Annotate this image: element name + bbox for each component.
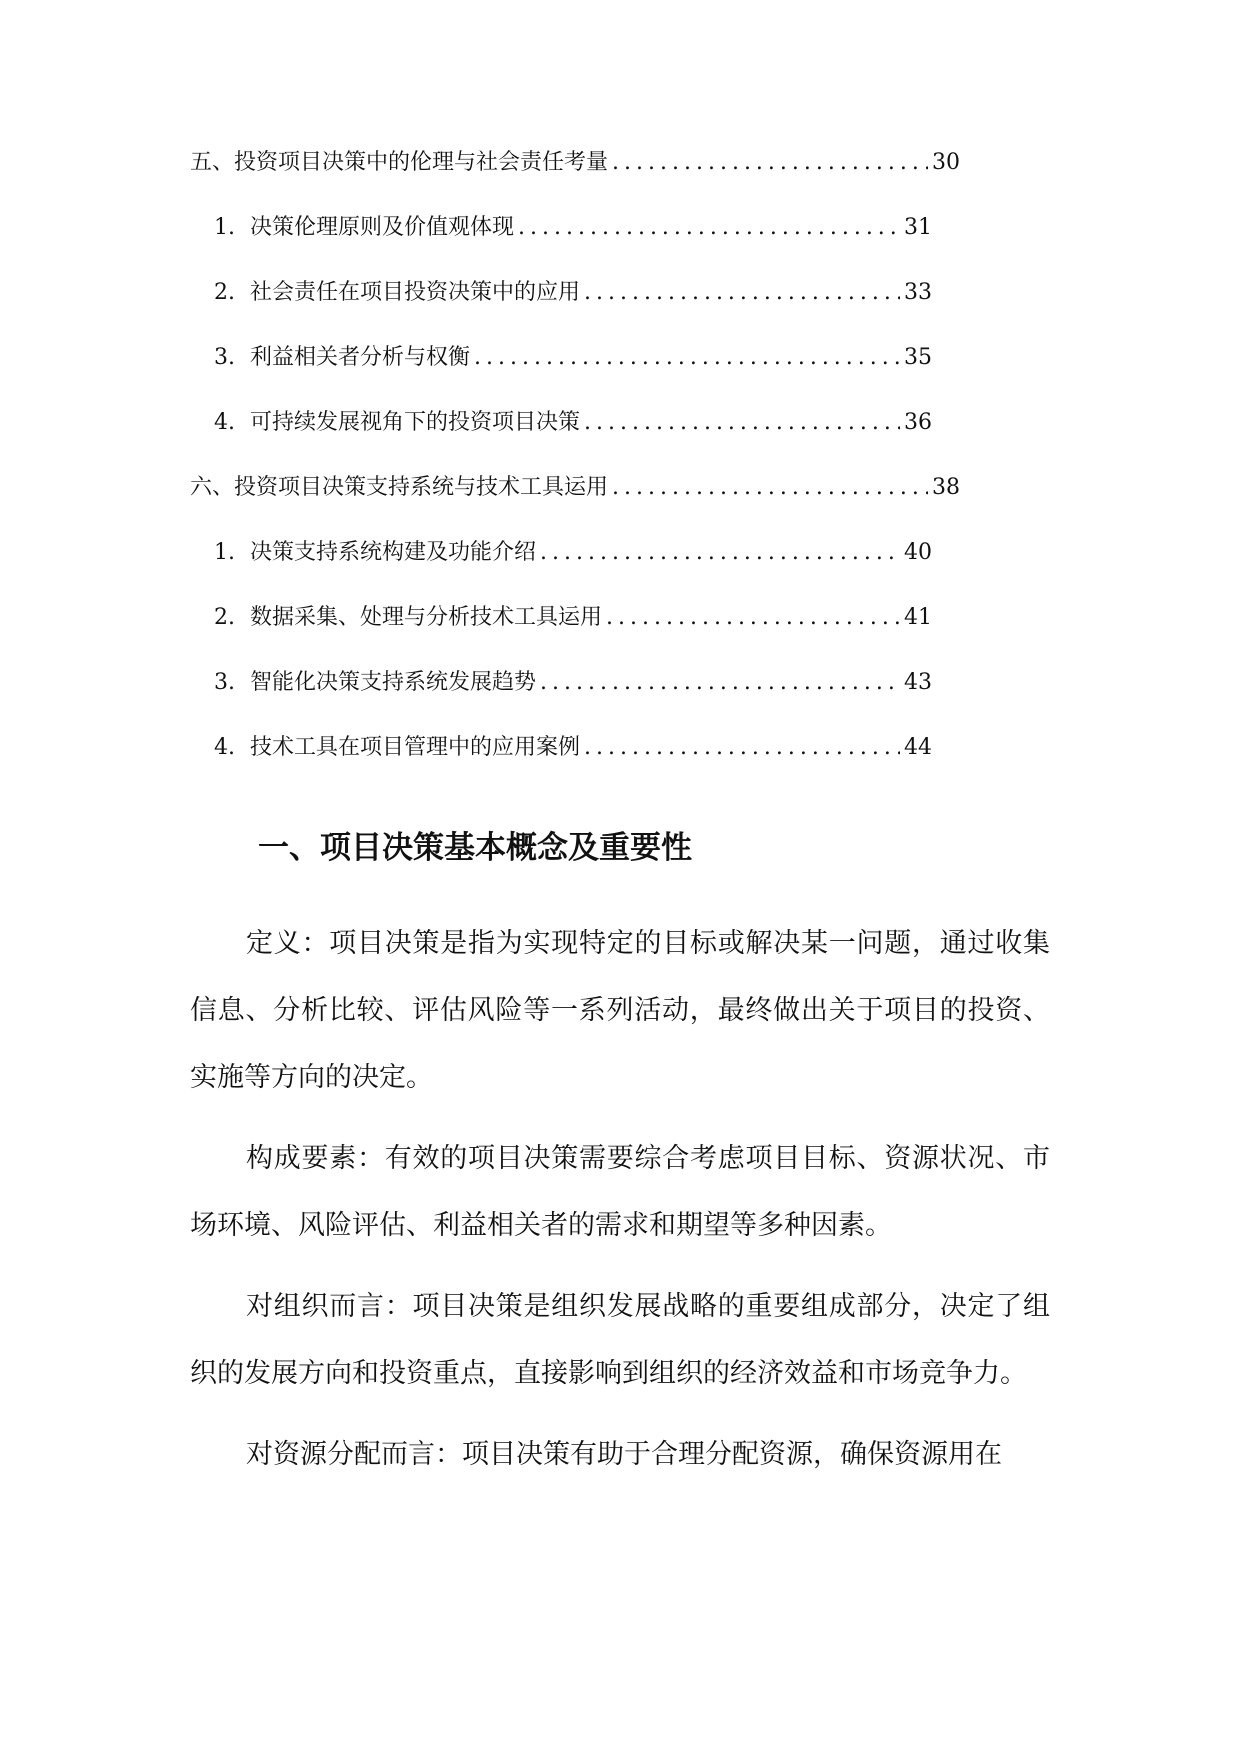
- toc-entry-title: 六、投资项目决策支持系统与技术工具运用: [190, 475, 609, 500]
- toc-entry-title: 五、投资项目决策中的伦理与社会责任考量: [190, 150, 609, 175]
- toc-entry[interactable]: [190, 473, 960, 538]
- section-body: [190, 910, 1050, 1502]
- toc-entry-title: 数据采集、处理与分析技术工具运用: [250, 605, 603, 630]
- toc-entry-title: 可持续发展视角下的投资项目决策: [250, 410, 581, 435]
- toc-leader-dots: [584, 408, 900, 438]
- paragraph-organization: 对组织而言：项目决策是组织发展战略的重要组成部分，决定了组织的发展方向和投资重点，直接影响到组织的经济效益和市场竞争力。: [190, 1291, 1050, 1389]
- toc-entry-number: 3.: [214, 670, 235, 695]
- toc-entry-title: 智能化决策支持系统发展趋势: [250, 670, 537, 695]
- toc-entry-title: 决策伦理原则及价值观体现: [250, 215, 515, 240]
- toc-entry-title: 利益相关者分析与权衡: [250, 345, 471, 370]
- toc-entry-title: 社会责任在项目投资决策中的应用: [250, 280, 581, 305]
- paragraph-definition: 定义：项目决策是指为实现特定的目标或解决某一问题，通过收集信息、分析比较、评估风险等一系列活动，最终做出关于项目的投资、实施等方向的决定。: [190, 928, 1050, 1093]
- toc-entry-page: 30: [932, 150, 960, 175]
- toc-leader-dots: [540, 538, 900, 568]
- toc-leader-dots: [474, 343, 900, 373]
- toc-entry[interactable]: [190, 278, 932, 343]
- toc-leader-dots: [612, 473, 928, 503]
- toc-entry-page: 31: [904, 215, 932, 240]
- toc-entry-page: 38: [932, 475, 960, 500]
- toc-entry[interactable]: [190, 148, 960, 213]
- toc-entry-title: 技术工具在项目管理中的应用案例: [250, 735, 581, 760]
- table-of-contents: [190, 148, 960, 798]
- toc-entry[interactable]: [190, 668, 932, 733]
- toc-entry[interactable]: [190, 213, 932, 278]
- toc-entry-number: 2.: [214, 280, 235, 305]
- paragraph-elements: 构成要素：有效的项目决策需要综合考虑项目目标、资源状况、市场环境、风险评估、利益相关者的需求和期望等多种因素。: [190, 1143, 1050, 1241]
- toc-entry-title: 决策支持系统构建及功能介绍: [250, 540, 537, 565]
- toc-entry-page: 41: [904, 605, 932, 630]
- toc-entry[interactable]: [190, 603, 932, 668]
- toc-entry-number: 4.: [214, 410, 235, 435]
- toc-leader-dots: [518, 213, 900, 243]
- toc-leader-dots: [584, 733, 900, 763]
- toc-entry-page: 36: [904, 410, 932, 435]
- toc-entry-number: 1.: [214, 215, 235, 240]
- toc-entry-page: 33: [904, 280, 932, 305]
- toc-entry-number: 1.: [214, 540, 235, 565]
- toc-entry-page: 40: [904, 540, 932, 565]
- toc-leader-dots: [540, 668, 900, 698]
- toc-entry[interactable]: [190, 343, 932, 408]
- paragraph-resource-allocation: 对资源分配而言：项目决策有助于合理分配资源，确保资源用在: [246, 1439, 1002, 1470]
- toc-entry-number: 2.: [214, 605, 235, 630]
- toc-entry[interactable]: [190, 538, 932, 603]
- toc-entry-number: 3.: [214, 345, 235, 370]
- toc-entry-page: 35: [904, 345, 932, 370]
- toc-leader-dots: [606, 603, 900, 633]
- toc-entry-number: 4.: [214, 735, 235, 760]
- toc-entry-page: 43: [904, 670, 932, 695]
- toc-entry[interactable]: [190, 408, 932, 473]
- section-heading: 一、项目决策基本概念及重要性: [258, 830, 692, 866]
- toc-entry[interactable]: [190, 733, 932, 798]
- toc-leader-dots: [612, 148, 928, 178]
- toc-leader-dots: [584, 278, 900, 308]
- toc-entry-page: 44: [904, 735, 932, 760]
